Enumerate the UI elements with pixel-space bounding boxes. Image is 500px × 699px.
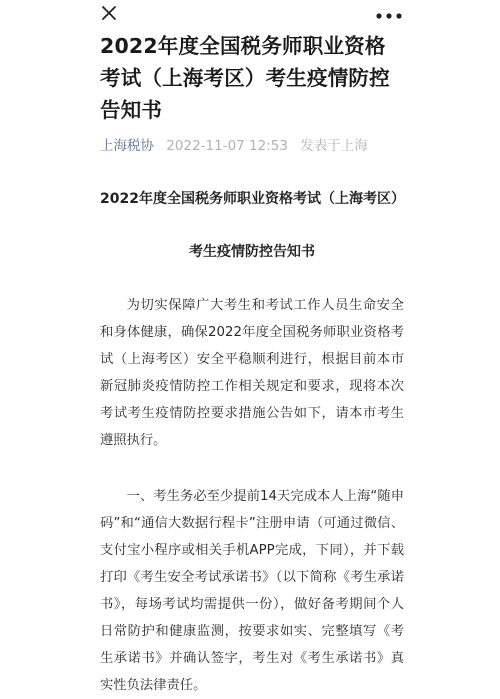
- content-title: 2022年度全国税务师职业资格考试（上海考区）: [100, 191, 405, 207]
- paragraph: 为切实保障广大考生和考试工作人员生命安全和身体健康，确保2022年度全国税务师职业资格考试（上海考区）安全平稳顺利进行，根据目前本市新冠肺炎疫情防控工作相关规定和要求，现将本次考试考生疫情防控要求措施公告如下，请本市考生遵照执行。: [100, 298, 404, 448]
- paragraph: 一、考生务必至少提前14天完成本人上海“随申码”和“通信大数据行程卡”注册申请（可通过微信、支付宝小程序或相关手机APP完成，下同），并下载打印《考生安全考试承诺书》（以下简称《考生承诺书》，每场考试均需提供一份），做好备考期间个人日常防护和健康监测，按要求如实、完整填写《考生承诺书》并确认签字，考生对《考生承诺书》真实性负法律责任。: [100, 489, 404, 693]
- close-icon: [100, 4, 118, 22]
- publish-time: 2022-11-07 12:53: [166, 138, 288, 154]
- article-meta: [100, 136, 404, 156]
- publish-location: 发表于上海: [300, 138, 368, 154]
- close-button[interactable]: [100, 4, 118, 22]
- author-link[interactable]: 上海税协: [100, 138, 154, 154]
- article-title: 2022年度全国税务师职业资格考试（上海考区）考生疫情防控告知书: [100, 34, 390, 122]
- content-subtitle: 考生疫情防控告知书: [189, 244, 315, 260]
- top-bar: [0, 0, 500, 30]
- article: [100, 30, 404, 699]
- more-options-button[interactable]: [374, 7, 404, 19]
- more-options-icon: [374, 10, 404, 22]
